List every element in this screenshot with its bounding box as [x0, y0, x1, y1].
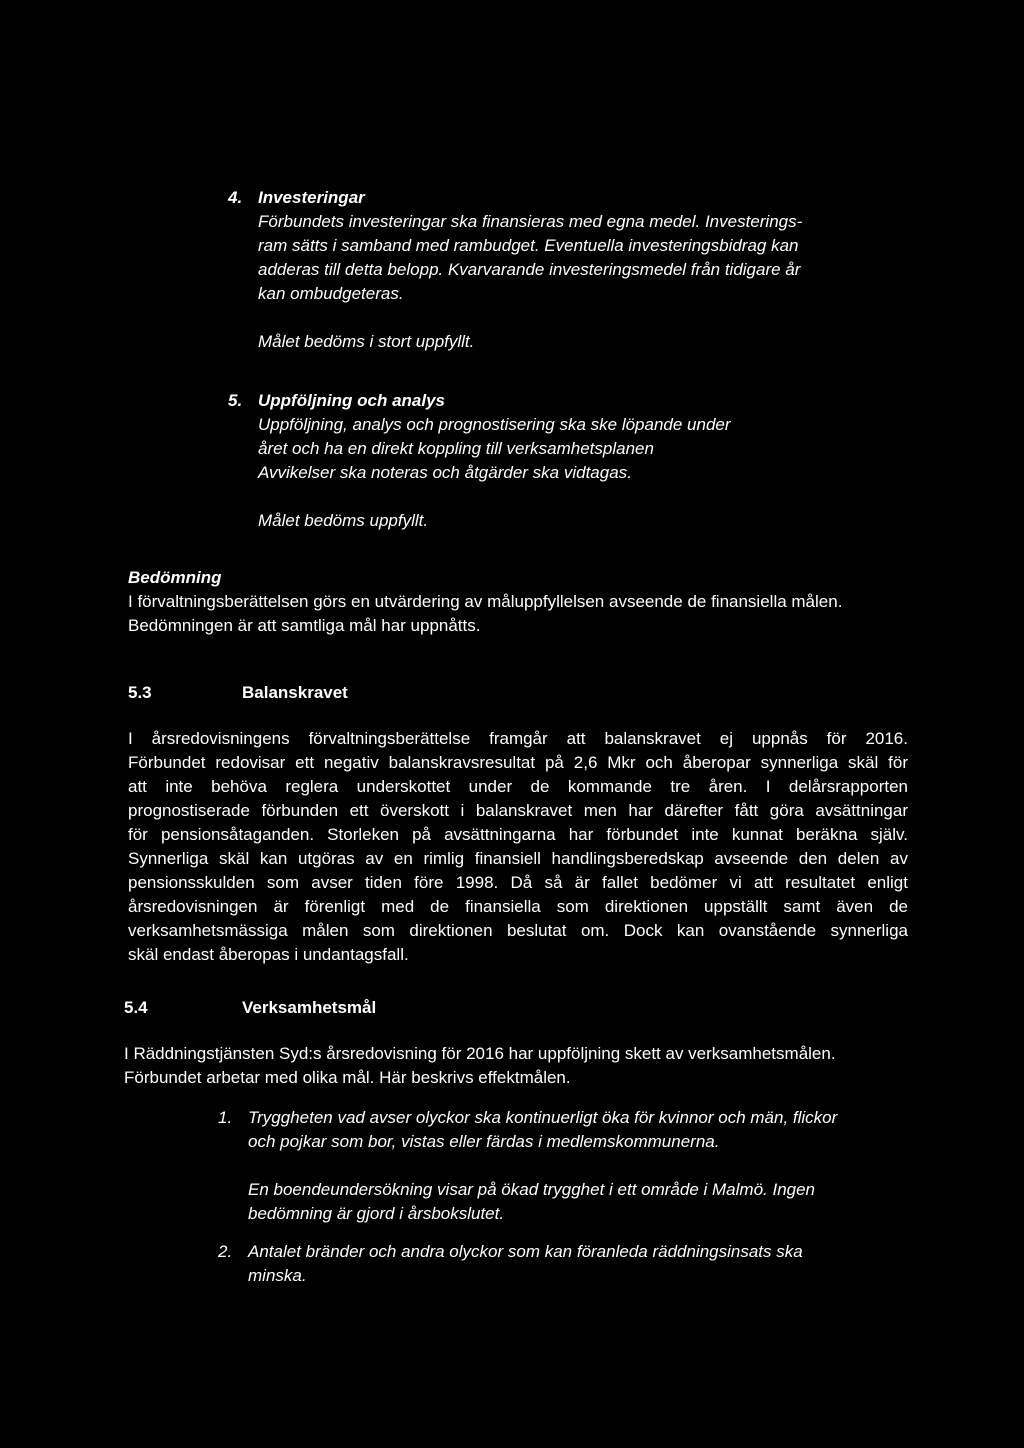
goal-number: 5. [228, 391, 243, 410]
section-number: 5.3 [128, 683, 152, 702]
text-line: året och ha en direkt koppling till verksamhetsplanen [258, 439, 654, 458]
goal-item-investeringar [228, 186, 888, 354]
goal-text [248, 1240, 803, 1288]
text-line: årsredovisningen är förenligt med de finansiella som direktionen uppställt samt även de [128, 897, 908, 916]
assessment-heading: Bedömning [128, 568, 222, 587]
text-line: Förbundet arbetar med olika mål. Här beskrivs effektmålen. [124, 1068, 571, 1087]
text-line: pensionsskulden som avser tiden före 1998. Då så är fallet bedömer vi att resultatet enligt [128, 873, 908, 892]
goal-number: 1. [218, 1108, 233, 1127]
goal-number: 4. [228, 188, 243, 207]
text-line: I Räddningstjänsten Syd:s årsredovisning för 2016 har uppföljning skett av verksamhetsmålen. [124, 1044, 836, 1063]
goal-description [258, 210, 888, 354]
section-heading [124, 998, 914, 1018]
goal-title: Investeringar [258, 188, 365, 207]
text-line: Synnerliga skäl kan utgöras av en rimlig finansiell handlingsberedskap avseende den delen av [128, 849, 908, 868]
text-line: Förbundet redovisar ett negativ balanskravsresultat på 2,6 Mkr och åberopar synnerliga skäl för [128, 753, 908, 772]
text-line: Antalet bränder och andra olyckor som kan föranleda räddningsinsats ska [248, 1242, 803, 1261]
section-verksamhetsmal [124, 998, 914, 1090]
goal-number: 2. [218, 1242, 233, 1261]
text-line: minska. [248, 1266, 307, 1285]
section-paragraph [124, 1042, 914, 1090]
section-number: 5.4 [124, 998, 148, 1017]
text-line: och pojkar som bor, vistas eller färdas i medlemskommunerna. [248, 1132, 720, 1151]
text-line: I förvaltningsberättelsen görs en utvärdering av måluppfyllelsen avseende de finansiella målen. [128, 592, 843, 611]
goal-item-uppfoljning [228, 389, 888, 533]
goal-description [258, 413, 888, 533]
text-line: I årsredovisningens förvaltningsberättelse framgår att balanskravet ej uppnås för 2016. [128, 729, 908, 748]
goal-text [248, 1106, 837, 1226]
goal-title: Uppföljning och analys [258, 391, 446, 410]
effect-goal-item [218, 1240, 918, 1288]
effect-goal-item [218, 1106, 918, 1226]
goal-comment: bedömning är gjord i årsbokslutet. [248, 1204, 505, 1223]
section-balanskravet [128, 683, 908, 967]
text-line: Bedömningen är att samtliga mål har uppnåtts. [128, 616, 481, 635]
text-line: Uppföljning, analys och prognostisering ska ske löpande under [258, 415, 731, 434]
text-line: Tryggheten vad avser olyckor ska kontinuerligt öka för kvinnor och män, flickor [248, 1108, 838, 1127]
text-line: Förbundets investeringar ska finansieras med egna medel. Investerings- [258, 212, 803, 231]
text-line: för pensionsåtaganden. Storleken på avsättningarna har förbundet inte kunnat beräkna själv. [128, 825, 908, 844]
text-line: ram sätts i samband med rambudget. Eventuella investeringsbidrag kan [258, 236, 799, 255]
section-title: Verksamhetsmål [242, 998, 377, 1017]
text-line: kan ombudgeteras. [258, 284, 404, 303]
section-paragraph [128, 727, 908, 967]
text-line: att inte behöva reglera underskottet under de kommande tre åren. I delårsrapporten [128, 777, 908, 796]
section-title: Balanskravet [242, 683, 348, 702]
text-line: verksamhetsmässiga målen som direktionen beslutat om. Dock kan ovanstående synnerliga [128, 921, 908, 940]
goal-assessment: Målet bedöms i stort uppfyllt. [258, 332, 475, 351]
text-line: prognostiserade förbunden ett överskott i balanskravet men har därefter fått göra avsättningar [128, 801, 908, 820]
goal-comment: En boendeundersökning visar på ökad trygghet i ett område i Malmö. Ingen [248, 1180, 816, 1199]
text-line: skäl endast åberopas i undantagsfall. [128, 945, 409, 964]
text-line: adderas till detta belopp. Kvarvarande investeringsmedel från tidigare år [258, 260, 801, 279]
assessment-section [128, 566, 918, 638]
goal-assessment: Målet bedöms uppfyllt. [258, 511, 429, 530]
section-heading [128, 683, 908, 703]
text-line: Avvikelser ska noteras och åtgärder ska vidtagas. [258, 463, 632, 482]
